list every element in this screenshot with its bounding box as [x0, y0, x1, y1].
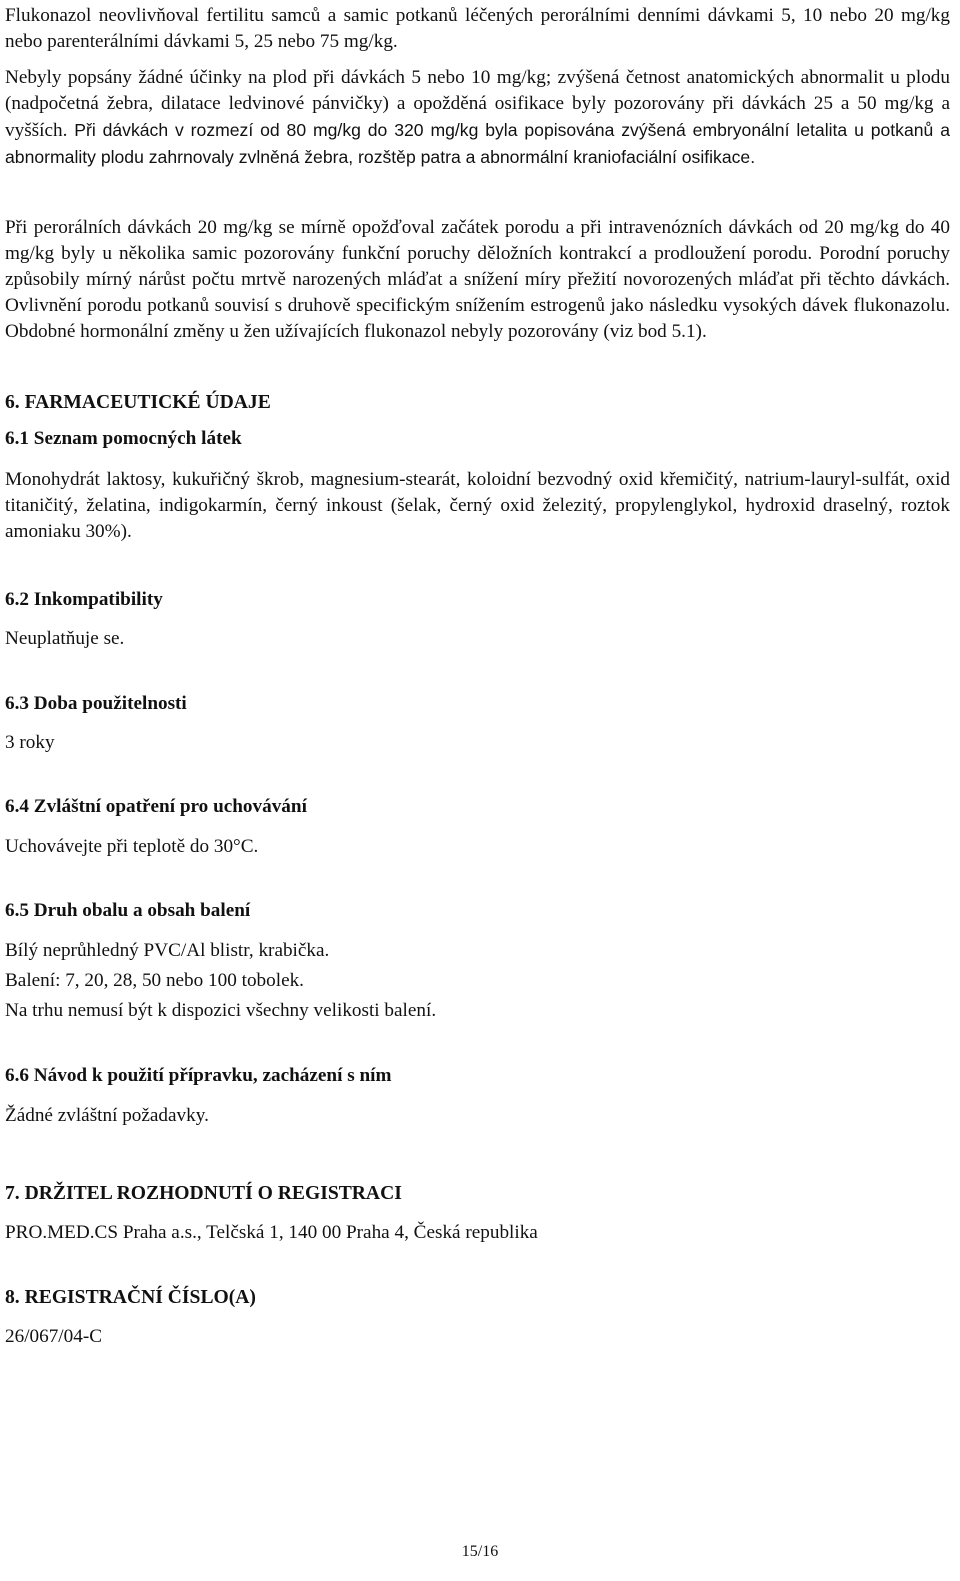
section-7-heading: 7. DRŽITEL ROZHODNUTÍ O REGISTRACI	[5, 1183, 402, 1204]
intro-paragraph-fetal-effects	[5, 65, 950, 171]
section-6-5-heading: 6.5 Druh obalu a obsah balení	[5, 900, 251, 921]
intro-paragraph-fertility: Flukonazol neovlivňoval fertilitu samců a samic potkanů léčených perorálními denními dávkami 5, 10 nebo 20 mg/kg nebo parenterálními dávkami 5, 25 nebo 75 mg/kg.	[5, 5, 950, 52]
section-6-5-line-3: Na trhu nemusí být k dispozici všechny velikosti balení.	[5, 1000, 437, 1021]
section-6-4-text: Uchovávejte při teplotě do 30°C.	[5, 836, 259, 857]
section-6-3-text: 3 roky	[5, 732, 55, 753]
section-6-6-heading: 6.6 Návod k použití přípravku, zacházení s ním	[5, 1065, 392, 1086]
section-6-5-line-1: Bílý neprůhledný PVC/Al blistr, krabička.	[5, 940, 330, 961]
fetal-effects-text-serif: Nebyly popsány žádné účinky na plod při dávkách 5 nebo 10 mg/kg; zvýšená četnost anatomických abnormalit u plodu (nadpočetná žebra, dilatace ledvinové pánvičky) a opožděná osifikace byly pozorovány při dávkách 25 a 50 mg/kg a vyšších.	[5, 67, 950, 141]
section-6-2-heading: 6.2 Inkompatibility	[5, 589, 163, 610]
section-6-6-text: Žádné zvláštní požadavky.	[5, 1105, 209, 1126]
section-6-5-line-2: Balení: 7, 20, 28, 50 nebo 100 tobolek.	[5, 970, 304, 991]
page-number: 15/16	[461, 1543, 499, 1560]
section-8-heading: 8. REGISTRAČNÍ ČÍSLO(A)	[5, 1287, 256, 1308]
section-6-1-text: Monohydrát laktosy, kukuřičný škrob, magnesium-stearát, koloidní bezvodný oxid křemičitý, natrium-lauryl-sulfát, oxid titaničitý, želatina, indigokarmín, černý inkoust (šelak, černý oxid železitý, propylenglykol, hydroxid draselný, roztok amoniaku 30%).	[5, 469, 950, 542]
section-6-1-heading: 6.1 Seznam pomocných látek	[5, 428, 242, 449]
section-8-text: 26/067/04-C	[5, 1326, 103, 1347]
intro-paragraph-parturition: Při perorálních dávkách 20 mg/kg se mírně opožďoval začátek porodu a při intravenózních dávkách od 20 mg/kg do 40 mg/kg byly u několika samic pozorovány funkční poruchy děložních kontrakcí a prodloužení porodu. Porodní poruchy způsobily mírný nárůst počtu mrtvě narozených mláďat a snížení míry přežití novorozených mláďat při těchto dávkách. Ovlivnění porodu potkanů souvisí s druhově specifickým snížením estrogenů jako následku vysokých dávek flukonazolu. Obdobné hormonální změny u žen užívajících flukonazol nebyly pozorovány (viz bod 5.1).	[5, 217, 950, 342]
section-6-heading: 6. FARMACEUTICKÉ ÚDAJE	[5, 392, 271, 413]
section-6-2-text: Neuplatňuje se.	[5, 628, 125, 649]
section-6-4-heading: 6.4 Zvláštní opatření pro uchovávání	[5, 796, 307, 817]
section-7-text: PRO.MED.CS Praha a.s., Telčská 1, 140 00 Praha 4, Česká republika	[5, 1222, 538, 1243]
fetal-effects-text-sans: Při dávkách v rozmezí od 80 mg/kg do 320 mg/kg byla popisována zvýšená embryonální letalita u potkanů a abnormality plodu zahrnovaly zvlněná žebra, rozštěp patra a abnormální kraniofaciální osifikace.	[5, 120, 950, 167]
section-6-3-heading: 6.3 Doba použitelnosti	[5, 693, 187, 714]
